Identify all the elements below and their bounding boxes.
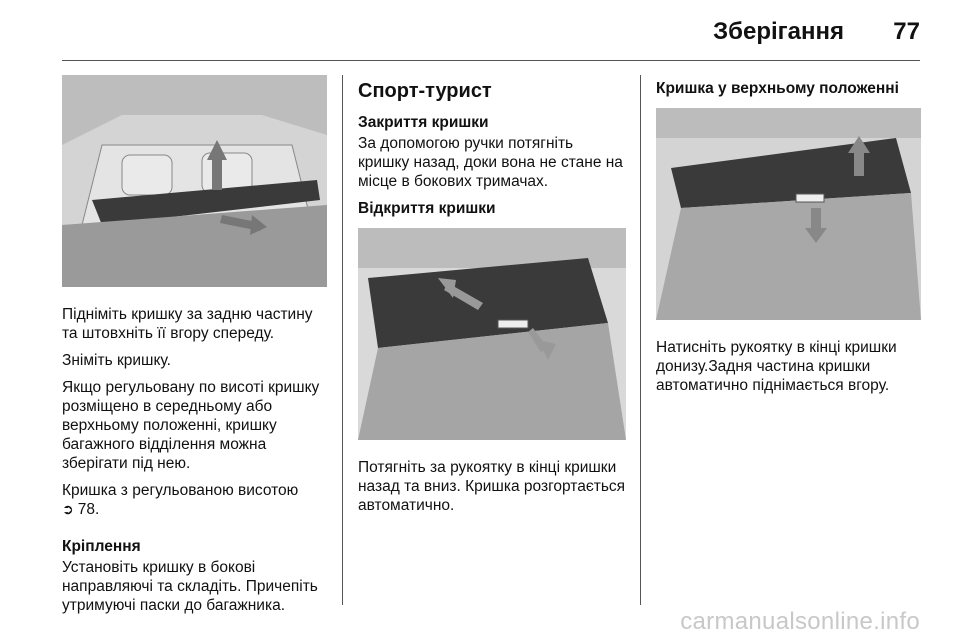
instruction-open-cover: Потягніть за рукоятку в кінці кришки назад та вниз. Кришка розгортається автоматично. (358, 459, 626, 514)
page-reference-icon: ➲ (62, 501, 74, 517)
column-divider-2 (640, 75, 641, 605)
subheading-closing-cover: Закриття кришки (358, 114, 489, 131)
instruction-remove-cover: Зніміть кришку. (62, 352, 171, 369)
instruction-install-cover: Установіть кришку в бокові направляючі та складіть. Причепіть утримуючі паски до багажника. (62, 559, 318, 614)
page-number: 77 (893, 18, 920, 45)
cross-reference-text: Кришка з регульованою висотою (62, 482, 299, 499)
column-1 (62, 75, 327, 623)
column-divider-1 (342, 75, 343, 605)
instruction-press-handle: Натисніть рукоятку в кінці кришки донизу.Задня частина кришки автоматично піднімається вгору. (656, 339, 897, 394)
cargo-cover-removal-illustration (62, 75, 327, 287)
header-rule (62, 60, 920, 61)
page-header (0, 0, 960, 60)
cross-reference-page[interactable]: 78. (77, 501, 100, 518)
cross-reference (62, 481, 327, 519)
section-title-sports-tourer: Спорт-турист (358, 80, 492, 102)
column-2 (358, 75, 626, 523)
subheading-cover-upper-position: Кришка у верхньому положенні (656, 80, 899, 97)
cargo-cover-upper-position-illustration (656, 108, 921, 320)
section-title-fastening: Кріплення (62, 538, 141, 555)
watermark: carmanualsonline.info (680, 608, 920, 635)
cargo-cover-opening-illustration (358, 228, 626, 440)
column-3 (656, 75, 924, 403)
instruction-store-cover: Якщо регульовану по висоті кришку розміщено в середньому або верхньому положенні, кришку багажного відділення можна зберігати під нею. (62, 379, 320, 472)
subheading-opening-cover: Відкриття кришки (358, 200, 496, 217)
instruction-close-cover: За допомогою ручки потягніть кришку назад, доки вона не стане на місце в бокових тримачах. (358, 135, 623, 190)
page-title: Зберігання (713, 18, 844, 45)
instruction-lift-cover: Підніміть кришку за задню частину та штовхніть її вгору спереду. (62, 306, 313, 342)
